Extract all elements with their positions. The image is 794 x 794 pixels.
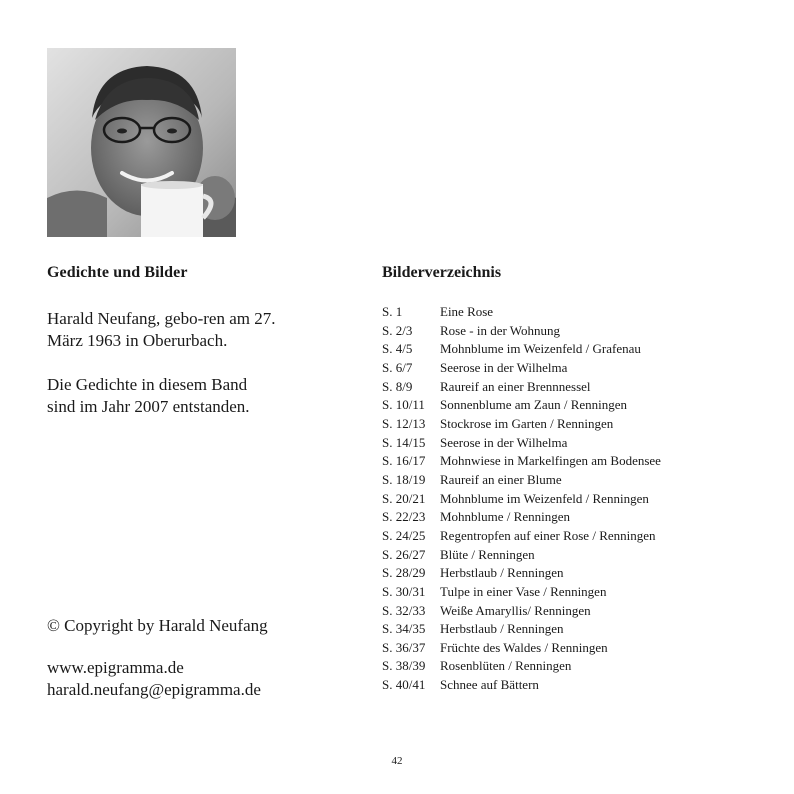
list-item-page: S. 30/31	[382, 583, 426, 599]
list-item-title: Früchte des Waldes / Renningen	[440, 639, 608, 655]
list-item	[382, 303, 762, 322]
list-item-title: Mohnblume im Weizenfeld / Grafenau	[440, 341, 641, 357]
list-item-page: S. 38/39	[382, 658, 426, 674]
list-item-title: Tulpe in einer Vase / Renningen	[440, 583, 607, 599]
page-number: 42	[391, 755, 403, 767]
list-item-page: S. 22/23	[382, 509, 426, 525]
list-item	[382, 452, 762, 471]
list-item	[382, 602, 762, 621]
list-item	[382, 340, 762, 359]
list-item-title: Mohnblume / Renningen	[440, 509, 570, 525]
list-item	[382, 378, 762, 397]
list-item	[382, 657, 762, 676]
list-item-page: S. 2/3	[382, 322, 413, 338]
list-item-page: S. 4/5	[382, 341, 413, 357]
list-item	[382, 322, 762, 341]
list-item-title: Blüte / Renningen	[440, 546, 535, 562]
list-item-page: S. 8/9	[382, 378, 413, 394]
list-item-title: Seerose in der Wilhelma	[440, 434, 568, 450]
list-item-page: S. 18/19	[382, 471, 426, 487]
list-item-title: Raureif an einer Brennnessel	[440, 378, 591, 394]
list-item-page: S. 16/17	[382, 453, 426, 469]
list-item-title: Seerose in der Wilhelma	[440, 359, 568, 375]
list-item-title: Schnee auf Bättern	[440, 677, 539, 693]
list-item	[382, 546, 762, 565]
image-index-list	[382, 303, 762, 695]
list-item-page: S. 10/11	[382, 397, 425, 413]
copyright-notice: © Copyright by Harald Neufang	[47, 616, 268, 635]
list-item-title: Stockrose im Garten / Renningen	[440, 415, 614, 431]
list-item-page: S. 6/7	[382, 359, 413, 375]
list-item-title: Sonnenblume am Zaun / Renningen	[440, 397, 628, 413]
list-item-page: S. 14/15	[382, 434, 426, 450]
list-item-title: Herbstlaub / Renningen	[440, 565, 564, 581]
list-item	[382, 527, 762, 546]
list-item	[382, 490, 762, 509]
contact-info	[47, 657, 261, 701]
list-item	[382, 471, 762, 490]
list-item	[382, 639, 762, 658]
list-item	[382, 620, 762, 639]
bio-paragraph-birth: Harald Neufang, gebo-ren am 27. März 1963 in Oberurbach.	[47, 309, 276, 350]
list-item-title: Weiße Amaryllis/ Renningen	[440, 602, 591, 618]
list-item	[382, 676, 762, 695]
list-item-page: S. 32/33	[382, 602, 426, 618]
list-item-title: Rose - in der Wohnung	[440, 322, 561, 338]
list-item-title: Regentropfen auf einer Rose / Renningen	[440, 527, 656, 543]
bio-paragraph-poems: Die Gedichte in diesem Band sind im Jahr 2007 entstanden.	[47, 375, 250, 416]
list-item-page: S. 26/27	[382, 546, 426, 562]
list-item	[382, 359, 762, 378]
list-item-page: S. 36/37	[382, 639, 426, 655]
list-item-title: Rosenblüten / Renningen	[440, 658, 572, 674]
list-item-title: Eine Rose	[440, 304, 494, 319]
list-item	[382, 583, 762, 602]
list-item-page: S. 1	[382, 304, 403, 319]
email-link[interactable]: harald.neufang@epigramma.de	[47, 680, 261, 699]
list-item-title: Herbstlaub / Renningen	[440, 621, 564, 637]
list-item	[382, 415, 762, 434]
list-item	[382, 508, 762, 527]
section-heading-poems: Gedichte und Bilder	[47, 264, 188, 281]
author-bio	[47, 308, 277, 418]
list-item-page: S. 40/41	[382, 677, 426, 693]
list-item	[382, 396, 762, 415]
list-item-title: Raureif an einer Blume	[440, 471, 562, 487]
list-item-page: S. 12/13	[382, 415, 426, 431]
author-photo	[47, 48, 236, 237]
list-item-page: S. 24/25	[382, 527, 426, 543]
section-heading-image-index: Bilderverzeichnis	[382, 264, 502, 281]
list-item	[382, 564, 762, 583]
list-item	[382, 434, 762, 453]
list-item-page: S. 28/29	[382, 565, 426, 581]
list-item-title: Mohnblume im Weizenfeld / Renningen	[440, 490, 649, 506]
list-item-page: S. 20/21	[382, 490, 426, 506]
list-item-page: S. 34/35	[382, 621, 426, 637]
list-item-title: Mohnwiese in Markelfingen am Bodensee	[440, 453, 661, 469]
website-link[interactable]: www.epigramma.de	[47, 658, 184, 677]
